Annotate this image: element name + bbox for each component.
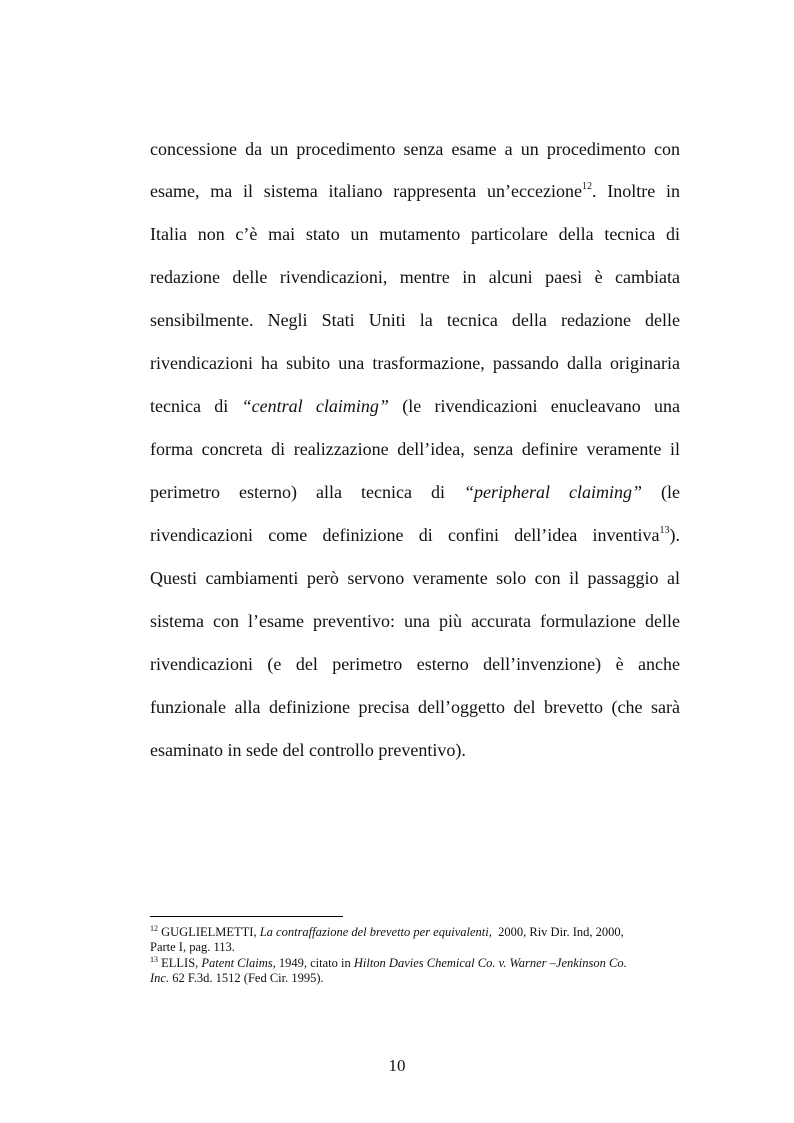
page-number: 10 xyxy=(388,1056,406,1075)
body-line: rivendicazioni ha subito una trasformazione, passando dalla originaria xyxy=(150,353,680,373)
footnote-13-cont: Inc. 62 F.3d. 1512 (Fed Cir. 1995). xyxy=(150,971,324,985)
body-line: sistema con l’esame preventivo: una più accurata formulazione delle xyxy=(150,611,680,631)
body-line: esame, ma il sistema italiano rappresenta un’eccezione$^{12}$. Inoltre in xyxy=(150,181,680,201)
body-line: funzionale alla definizione precisa dell’oggetto del brevetto (che sarà xyxy=(150,697,680,717)
body-line: rivendicazioni (e del perimetro esterno dell’invenzione) è anche xyxy=(150,654,680,674)
body-line: rivendicazioni come definizione di confini dell’idea inventiva$^{13}$). xyxy=(150,525,680,545)
body-line-last: esaminato in sede del controllo preventivo). xyxy=(150,740,466,760)
body-line: perimetro esterno) alla tecnica di “peripheral claiming” (le xyxy=(150,482,680,502)
footnote-ref-13[interactable]: 13 xyxy=(659,525,670,536)
footnote-12-cont: Parte I, pag. 113. xyxy=(150,940,235,954)
body-line: redazione delle rivendicazioni, mentre in alcuni paesi è cambiata xyxy=(150,267,680,287)
body-line: sensibilmente. Negli Stati Uniti la tecnica della redazione delle xyxy=(150,310,680,330)
body-line: forma concreta di realizzazione dell’idea, senza definire veramente il xyxy=(150,439,680,459)
footnote-12: $^{12}$ GUGLIELMETTI, La contraffazione del brevetto per equivalenti, 2000, Riv Dir. Ind, 2000, xyxy=(150,924,624,939)
footnote-13: $^{13}$ ELLIS, Patent Claims, 1949, citato in Hilton Davies Chemical Co. v. Warner –Jenkinson Co. xyxy=(150,955,627,970)
body-line: Italia non c’è mai stato un mutamento particolare della tecnica di xyxy=(150,224,680,244)
footnote-divider xyxy=(150,916,343,917)
body-line: tecnica di “central claiming” (le rivendicazioni enucleavano una xyxy=(150,396,681,416)
body-line: concessione da un procedimento senza esame a un procedimento con xyxy=(150,139,680,159)
body-line: Questi cambiamenti però servono veramente solo con il passaggio al xyxy=(150,568,680,588)
footnote-ref-12[interactable]: 12 xyxy=(581,181,592,192)
